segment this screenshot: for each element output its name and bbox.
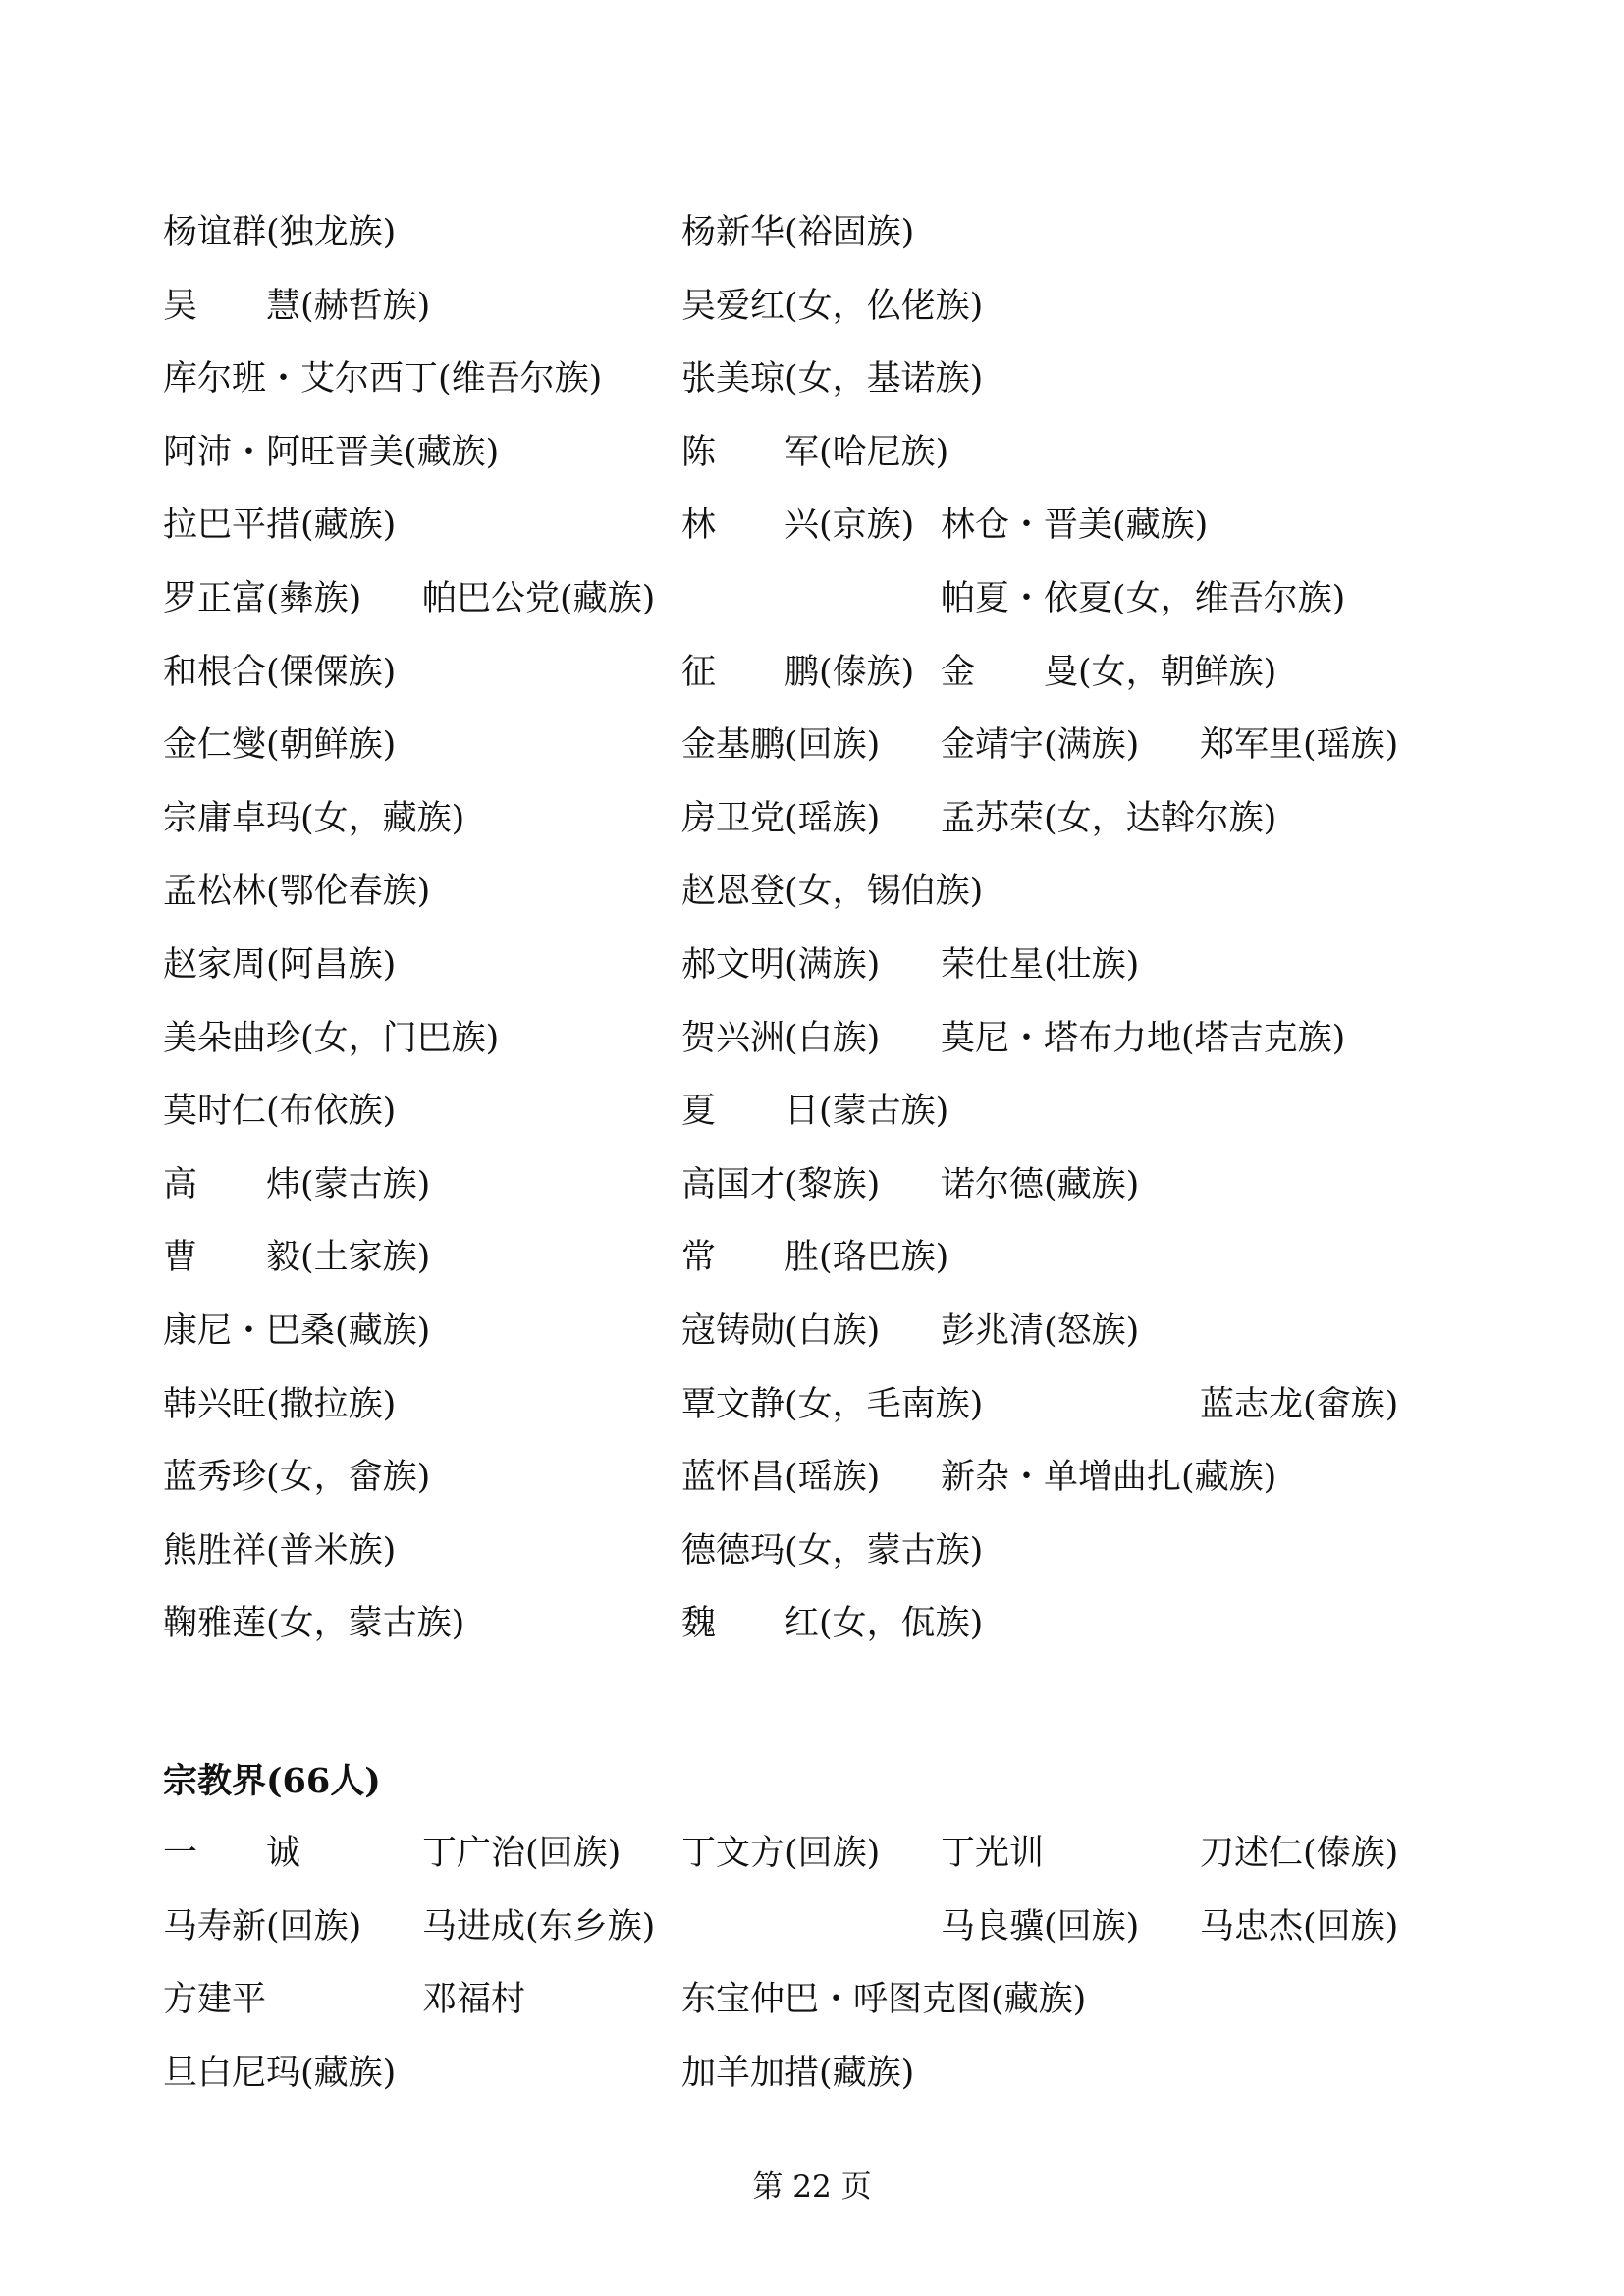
ethnic-name-entry: 吴 慧(赫哲族) (163, 286, 431, 326)
ethnic-name-entry: 房卫党(瑶族) (681, 798, 881, 838)
ethnic-name-entry: 郑军里(瑶族) (1200, 725, 1399, 766)
ethnic-name-entry: 和根合(傈僳族) (163, 652, 397, 692)
ethnic-name-entry: 赵恩登(女，锡伯族) (681, 872, 984, 912)
ethnic-line (0, 782, 1624, 856)
ethnic-name-entry: 孟松林(鄂伦春族) (163, 872, 431, 912)
ethnic-line (0, 343, 1624, 416)
section-heading-religion: 宗教界(66人) (163, 1761, 381, 1801)
religion-name-entry: 刀述仁(傣族) (1200, 1834, 1399, 1873)
ethnic-name-entry: 库尔班・艾尔西丁(维吾尔族) (163, 359, 603, 400)
ethnic-line (0, 270, 1624, 344)
ethnic-name-entry: 贺兴洲(白族) (681, 1018, 881, 1058)
religion-name-entry: 加羊加措(藏族) (681, 2053, 915, 2093)
ethnic-name-entry: 熊胜祥(普米族) (163, 1530, 397, 1571)
page-number: 第 22 页 (752, 2169, 872, 2205)
ethnic-line (0, 1002, 1624, 1076)
religion-name-entry: 一 诚 (163, 1834, 301, 1873)
ethnic-name-entry: 诺尔德(藏族) (941, 1164, 1140, 1204)
ethnic-name-entry: 杨谊群(独龙族) (163, 213, 397, 252)
religion-line (0, 1817, 1624, 1891)
ethnic-line (0, 1587, 1624, 1661)
ethnic-name-entry: 曹 毅(土家族) (163, 1238, 431, 1278)
ethnic-line (0, 1075, 1624, 1148)
ethnic-name-entry: 覃文静(女，毛南族) (681, 1384, 984, 1424)
ethnic-name-entry: 宗庸卓玛(女，藏族) (163, 798, 465, 838)
religion-name-entry: 旦白尼玛(藏族) (163, 2053, 397, 2093)
ethnic-line (0, 1515, 1624, 1588)
ethnic-name-entry: 金靖宇(满族) (941, 725, 1140, 766)
ethnic-name-entry: 吴爱红(女，仫佬族) (681, 286, 984, 326)
ethnic-name-entry: 莫尼・塔布力地(塔吉克族) (941, 1018, 1346, 1058)
religion-name-entry: 丁光训 (941, 1834, 1045, 1873)
ethnic-line (0, 1441, 1624, 1515)
ethnic-name-entry: 常 胜(珞巴族) (681, 1238, 949, 1278)
ethnic-name-entry: 韩兴旺(撒拉族) (163, 1384, 397, 1424)
ethnic-name-entry: 金仁燮(朝鲜族) (163, 725, 397, 766)
ethnic-name-entry: 帕夏・依夏(女，维吾尔族) (941, 579, 1346, 618)
ethnic-line (0, 489, 1624, 562)
ethnic-name-entry: 彭兆清(怒族) (941, 1311, 1140, 1351)
ethnic-name-entry: 杨新华(裕固族) (681, 213, 915, 252)
religion-line (0, 2037, 1624, 2110)
ethnic-name-entry: 陈 军(哈尼族) (681, 432, 949, 472)
ethnic-line (0, 416, 1624, 490)
ethnic-name-entry: 阿沛・阿旺晋美(藏族) (163, 432, 500, 472)
ethnic-name-entry: 寇铸勋(白族) (681, 1311, 881, 1351)
ethnic-line (0, 1295, 1624, 1368)
ethnic-line (0, 562, 1624, 636)
ethnic-name-entry: 荣仕星(壮族) (941, 945, 1140, 985)
ethnic-line (0, 1221, 1624, 1295)
ethnic-line (0, 929, 1624, 1002)
religion-name-entry: 马忠杰(回族) (1200, 1906, 1399, 1947)
ethnic-name-entry: 康尼・巴桑(藏族) (163, 1311, 431, 1351)
ethnic-name-entry: 莫时仁(布依族) (163, 1092, 397, 1132)
ethnic-line (0, 855, 1624, 929)
ethnic-name-entry: 拉巴平措(藏族) (163, 506, 397, 546)
ethnic-name-entry: 郝文明(满族) (681, 945, 881, 985)
ethnic-name-entry: 张美琼(女，基诺族) (681, 359, 984, 400)
religion-name-entry: 马寿新(回族) (163, 1906, 362, 1947)
ethnic-name-entry: 蓝怀昌(瑶族) (681, 1458, 881, 1498)
ethnic-name-entry: 魏 红(女，佤族) (681, 1604, 984, 1644)
ethnic-name-entry: 鞠雅莲(女，蒙古族) (163, 1604, 465, 1644)
ethnic-name-entry: 罗正富(彝族) (163, 579, 362, 618)
religion-line (0, 1963, 1624, 2037)
religion-name-entry: 马良骥(回族) (941, 1906, 1140, 1947)
ethnic-name-entry: 金 曼(女，朝鲜族) (941, 652, 1277, 692)
ethnic-line (0, 1148, 1624, 1222)
ethnic-name-entry: 高 炜(蒙古族) (163, 1164, 431, 1204)
ethnic-line (0, 636, 1624, 710)
ethnic-name-entry: 林仓・晋美(藏族) (941, 506, 1209, 546)
religion-name-entry: 东宝仲巴・呼图克图(藏族) (681, 1980, 1087, 2020)
religion-name-entry: 邓福村 (422, 1980, 526, 2020)
ethnic-name-entry: 林 兴(京族) (681, 506, 915, 546)
ethnic-name-entry: 新杂・单增曲扎(藏族) (941, 1458, 1277, 1498)
ethnic-line (0, 709, 1624, 782)
religion-line (0, 1891, 1624, 1964)
ethnic-name-entry: 征 鹏(傣族) (681, 652, 915, 692)
ethnic-name-entry: 帕巴公党(藏族) (422, 579, 656, 618)
ethnic-name-entry: 德德玛(女，蒙古族) (681, 1530, 984, 1571)
ethnic-name-entry: 金基鹏(回族) (681, 725, 881, 766)
ethnic-name-entry: 蓝志龙(畲族) (1200, 1384, 1399, 1424)
ethnic-name-entry: 高国才(黎族) (681, 1164, 881, 1204)
religion-name-entry: 丁广治(回族) (422, 1834, 622, 1873)
ethnic-name-entry: 蓝秀珍(女，畲族) (163, 1458, 431, 1498)
ethnic-name-entry: 夏 日(蒙古族) (681, 1092, 949, 1132)
ethnic-name-entry: 孟苏荣(女，达斡尔族) (941, 798, 1277, 838)
ethnic-name-entry: 赵家周(阿昌族) (163, 945, 397, 985)
ethnic-line (0, 196, 1624, 270)
religion-name-entry: 马进成(东乡族) (422, 1906, 656, 1947)
ethnic-name-entry: 美朵曲珍(女，门巴族) (163, 1018, 500, 1058)
religion-name-entry: 方建平 (163, 1980, 267, 2020)
religion-name-entry: 丁文方(回族) (681, 1834, 881, 1873)
ethnic-line (0, 1368, 1624, 1442)
